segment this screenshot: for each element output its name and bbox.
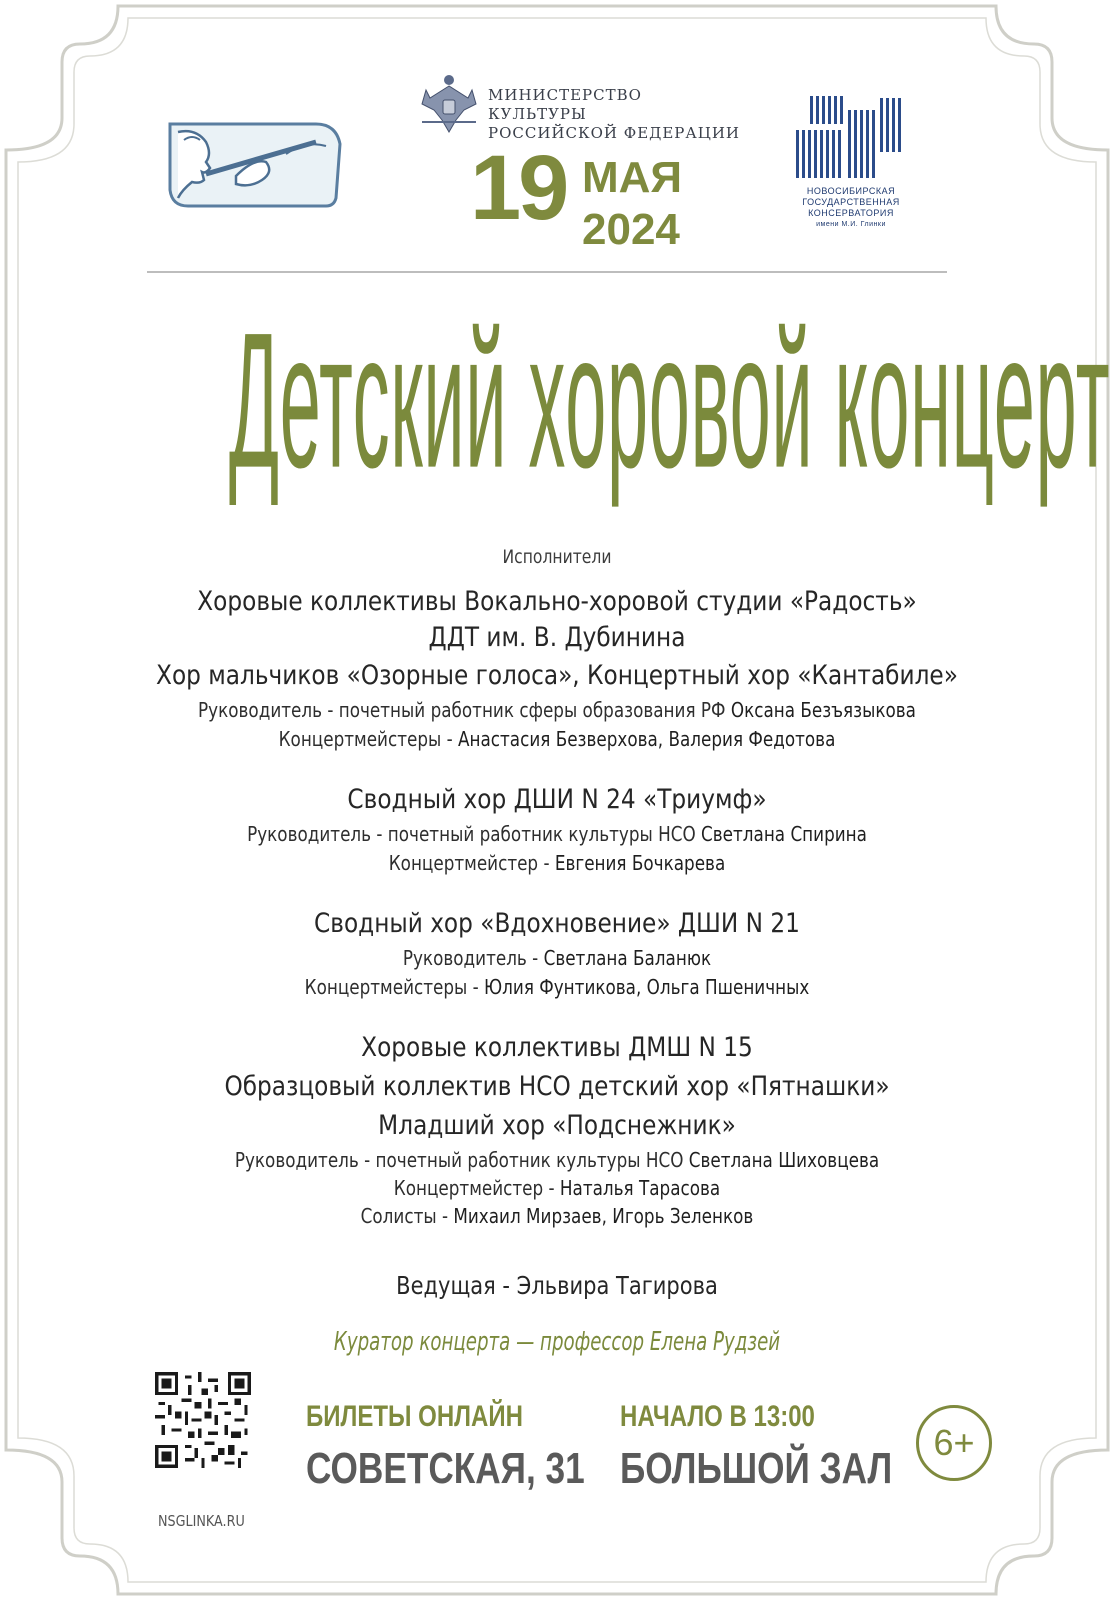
group-4-role-1: [89, 1148, 1025, 1172]
role-label: Концертмейстеры -: [304, 975, 479, 999]
group-4-name-line-1: Хоровые коллективы ДМШ N 15: [361, 1032, 753, 1063]
conservatory-logo: [796, 96, 916, 236]
role-label: Руководитель -: [402, 946, 539, 970]
date-year: 2024: [582, 205, 680, 254]
group-2-role-2: [89, 851, 1025, 875]
start-time: НАЧАЛО В 13:00: [620, 1400, 815, 1433]
ministry-line-2: РОССИЙСКОЙ ФЕДЕРАЦИИ: [488, 124, 740, 142]
conservatory-line-3: КОНСЕРВАТОРИЯ: [808, 208, 894, 218]
role-names: Евгения Бочкарева: [554, 851, 726, 875]
host-name: Эльвира Тагирова: [516, 1271, 718, 1300]
group-4-name-line-2: Образцовый коллектив НСО детский хор «Пятнашки»: [224, 1071, 890, 1102]
date-month: МАЯ: [582, 153, 683, 202]
ministry-line-1: МИНИСТЕРСТВО КУЛЬТУРЫ: [488, 86, 642, 123]
role-names: Светлана Шиховцева: [688, 1148, 880, 1172]
role-label: Руководитель - почетный работник культуры НСО: [247, 822, 696, 846]
curator-line: Куратор концерта — профессор Елена Рудзей: [333, 1327, 781, 1357]
conservatory-line-4: имени М.И. Глинки: [816, 221, 886, 228]
date-day: 19: [470, 137, 567, 239]
conservatory-name: [796, 186, 906, 230]
header-divider: [147, 271, 947, 273]
group-1-name-line-2: ДДТ им. В. Дубинина: [428, 622, 686, 653]
role-label: Концертмейстер -: [388, 851, 550, 875]
group-1-name-line-1: Хоровые коллективы Вокально-хоровой студии «Радость»: [197, 586, 917, 617]
eagle-emblem-icon: [420, 70, 478, 134]
hall-name: БОЛЬШОЙ ЗАЛ: [620, 1444, 893, 1493]
group-3-name-line-1: Сводный хор «Вдохновение» ДШИ N 21: [314, 908, 800, 939]
conservatory-logo-icon: [796, 96, 906, 182]
role-names: Наталья Тарасова: [559, 1176, 721, 1200]
tickets-label: БИЛЕТЫ ОНЛАЙН: [306, 1400, 523, 1433]
concert-title: Детский хоровой концерт: [228, 292, 1111, 508]
group-2-role-1: [89, 822, 1025, 846]
start-block: [620, 1400, 892, 1494]
role-names: Светлана Спирина: [701, 822, 867, 846]
tickets-block: [306, 1400, 585, 1494]
website-link[interactable]: NSGLINKA.RU: [158, 1512, 245, 1530]
role-names: Юлия Фунтикова, Ольга Пшеничных: [484, 975, 810, 999]
performers-label: Исполнители: [502, 546, 612, 568]
ministry-logo: [420, 70, 740, 142]
conservatory-line-2: ГОСУДАРСТВЕННАЯ: [802, 197, 900, 207]
group-4-role-3: [89, 1204, 1025, 1228]
group-4-name-line-3: Младший хор «Подснежник»: [378, 1110, 736, 1141]
qr-code-icon[interactable]: [155, 1372, 251, 1468]
group-2-name-line-1: Сводный хор ДШИ N 24 «Триумф»: [347, 784, 767, 815]
host-line: [89, 1271, 1025, 1300]
group-1-role-1: [89, 698, 1025, 722]
role-names: Анастасия Безверхова, Валерия Федотова: [457, 727, 836, 751]
host-label: Ведущая -: [396, 1271, 510, 1300]
role-names: Оксана Безъязыкова: [730, 698, 916, 722]
age-rating-badge: 6+: [916, 1405, 992, 1481]
group-3-role-2: [89, 975, 1025, 999]
venue-address: СОВЕТСКАЯ, 31: [306, 1444, 585, 1493]
role-label: Руководитель - почетный работник культуры НСО: [234, 1148, 684, 1172]
ministry-name: [488, 86, 740, 143]
group-4-role-2: [89, 1176, 1025, 1200]
group-3-role-1: [89, 946, 1025, 970]
role-label: Концертмейстеры -: [278, 727, 453, 751]
concert-date: [470, 137, 700, 260]
role-names: Михаил Мирзаев, Игорь Зеленков: [453, 1204, 754, 1228]
flute-player-logo-icon: [166, 118, 346, 210]
role-names: Светлана Баланюк: [543, 946, 712, 970]
role-label: Руководитель - почетный работник сферы образования РФ: [198, 698, 726, 722]
conservatory-line-1: НОВОСИБИРСКАЯ: [806, 186, 896, 196]
role-label: Солисты -: [360, 1204, 449, 1228]
role-label: Концертмейстер -: [393, 1176, 555, 1200]
group-1-role-2: [89, 727, 1025, 751]
group-1-name-line-3: Хор мальчиков «Озорные голоса», Концертный хор «Кантабиле»: [156, 660, 958, 691]
